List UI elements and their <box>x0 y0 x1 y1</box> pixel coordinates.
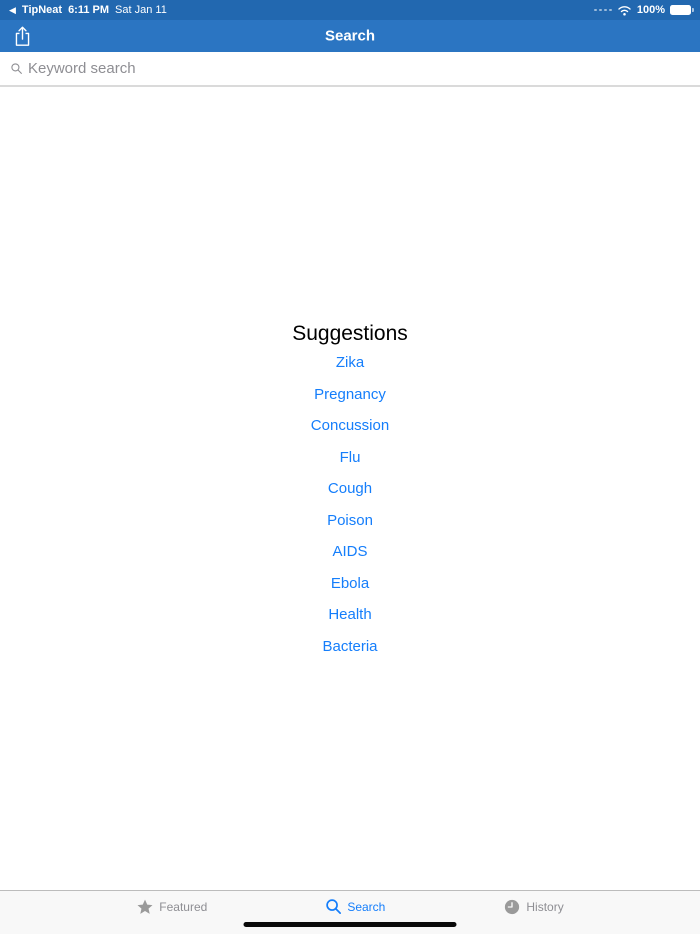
suggestion-link-cough[interactable]: Cough <box>327 480 373 497</box>
suggestion-link-pregnancy[interactable]: Pregnancy <box>314 385 386 403</box>
tab-bar <box>0 890 700 934</box>
suggestions-list <box>0 347 700 662</box>
suggestion-link-aids[interactable]: AIDS <box>332 543 368 560</box>
suggestion-link-bacteria[interactable]: Bacteria <box>322 637 378 655</box>
navigation-bar <box>0 20 700 52</box>
battery-icon <box>670 5 691 15</box>
status-time: 6:11 PM <box>68 4 110 16</box>
suggestion-link-flu[interactable]: Flu <box>339 448 361 466</box>
search-field-icon <box>10 62 23 75</box>
battery-percent: 100% <box>636 4 665 16</box>
tab-search[interactable] <box>325 898 385 915</box>
tab-featured[interactable] <box>136 898 207 916</box>
back-to-app-name: TipNeat <box>21 4 63 16</box>
main-content <box>0 89 700 890</box>
search-field-row <box>0 52 700 87</box>
cellular-signal-icon <box>594 9 612 12</box>
tab-history-label: History <box>526 899 564 914</box>
page-title: Search <box>324 27 376 45</box>
status-date: Sat Jan 11 <box>115 4 167 16</box>
suggestion-link-poison[interactable]: Poison <box>327 511 373 529</box>
back-to-app-icon: ◀ <box>9 4 16 15</box>
suggestion-link-ebola[interactable]: Ebola <box>330 574 370 592</box>
back-to-app-control[interactable] <box>9 4 167 16</box>
history-clock-icon <box>503 898 521 916</box>
suggestion-link-zika[interactable]: Zika <box>335 354 365 371</box>
star-icon <box>136 898 154 916</box>
search-input[interactable] <box>28 60 690 77</box>
tab-history[interactable] <box>503 898 563 916</box>
suggestion-link-health[interactable]: Health <box>328 606 372 623</box>
wifi-icon <box>617 5 632 16</box>
status-bar <box>0 0 700 20</box>
home-indicator[interactable] <box>244 922 457 927</box>
suggestion-link-concussion[interactable]: Concussion <box>310 417 390 434</box>
suggestions-heading: Suggestions <box>292 322 408 345</box>
status-indicators <box>594 4 691 16</box>
search-icon <box>325 898 342 915</box>
tab-featured-label: Featured <box>159 899 208 914</box>
tab-search-label: Search <box>347 899 386 914</box>
